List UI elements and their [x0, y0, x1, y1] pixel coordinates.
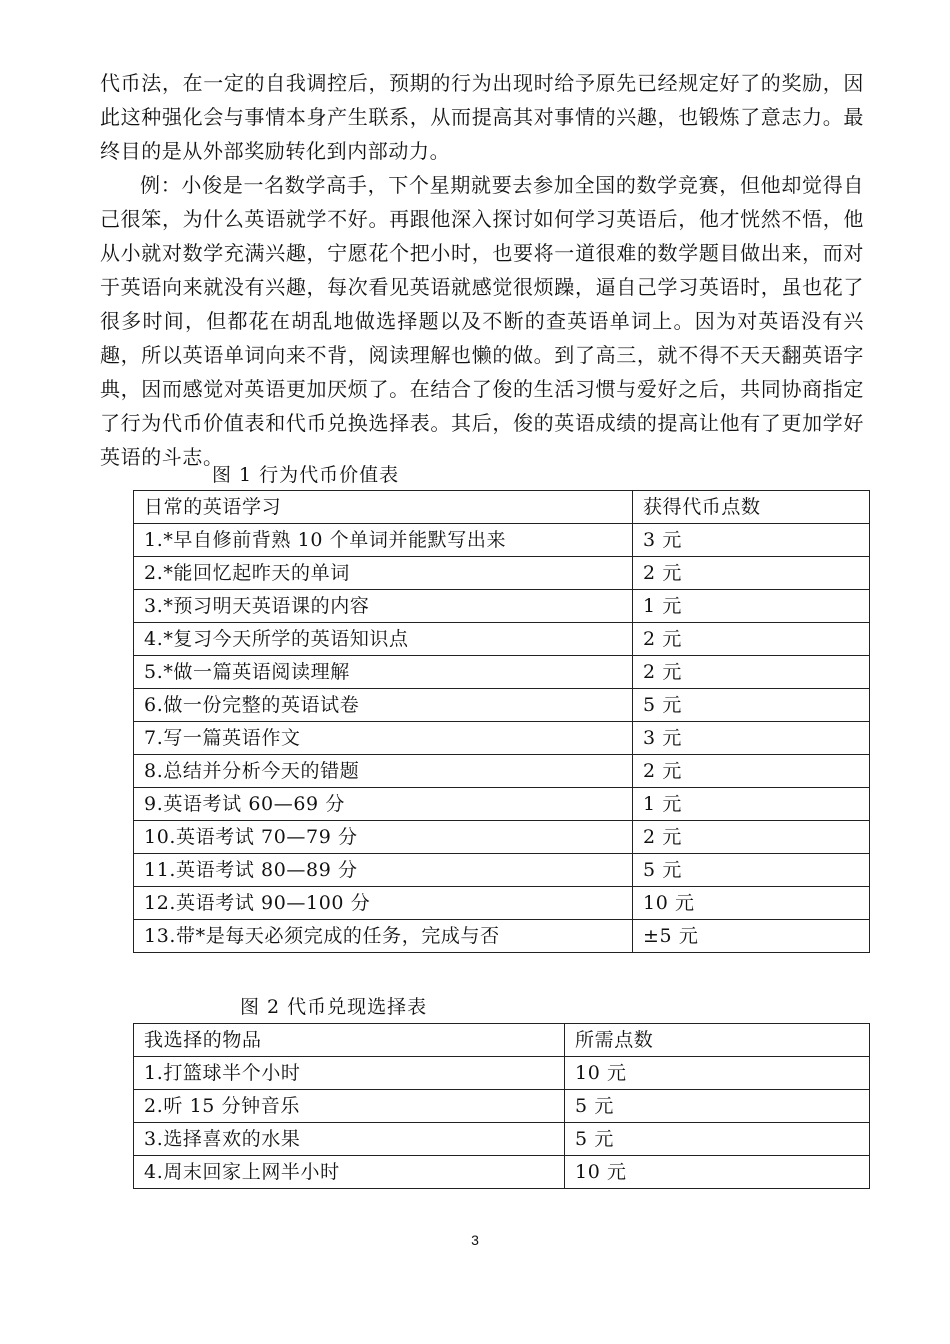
table-cell-points: 10 元 [633, 887, 870, 920]
table-row [134, 1090, 870, 1123]
page-number: 3 [471, 1232, 479, 1248]
table-cell-points: 5 元 [565, 1090, 870, 1123]
table-row [134, 821, 870, 854]
table-row [134, 887, 870, 920]
table-cell-item: 10.英语考试 70—79 分 [134, 821, 633, 854]
table-cell-points: 2 元 [633, 557, 870, 590]
table-header-cell: 日常的英语学习 [134, 491, 633, 524]
paragraph-token-economy: 代币法，在一定的自我调控后，预期的行为出现时给予原先已经规定好了的奖励，因此这种强化会与事情本身产生联系，从而提高其对事情的兴趣，也锻炼了意志力。最终目的是从外部奖励转化到内部动力。 [100, 71, 864, 163]
table-header-row [134, 491, 870, 524]
table-cell-item: 1.打篮球半个小时 [134, 1057, 565, 1090]
table-row [134, 920, 870, 953]
table-cell-points: 10 元 [565, 1156, 870, 1189]
table-cell-item: 3.*预习明天英语课的内容 [134, 590, 633, 623]
table-cell-points: 3 元 [633, 722, 870, 755]
table-row [134, 557, 870, 590]
table-header-cell: 所需点数 [565, 1024, 870, 1057]
table2-caption: 图 2 代币兑现选择表 [240, 996, 428, 1018]
table-row [134, 689, 870, 722]
table-row [134, 788, 870, 821]
table-row [134, 1057, 870, 1090]
table-header-cell: 我选择的物品 [134, 1024, 565, 1057]
table-row [134, 854, 870, 887]
table-cell-points: 2 元 [633, 755, 870, 788]
table-cell-item: 3.选择喜欢的水果 [134, 1123, 565, 1156]
table-cell-points: 2 元 [633, 623, 870, 656]
table-row [134, 722, 870, 755]
table-cell-item: 9.英语考试 60—69 分 [134, 788, 633, 821]
table-cell-item: 1.*早自修前背熟 10 个单词并能默写出来 [134, 524, 633, 557]
table-cell-item: 8.总结并分析今天的错题 [134, 755, 633, 788]
table-cell-points: 5 元 [633, 689, 870, 722]
table-row [134, 1156, 870, 1189]
table-cell-points: 1 元 [633, 590, 870, 623]
table-cell-points: 10 元 [565, 1057, 870, 1090]
table-row [134, 590, 870, 623]
table-header-cell: 获得代币点数 [633, 491, 870, 524]
table-cell-item: 7.写一篇英语作文 [134, 722, 633, 755]
paragraph-example: 例：小俊是一名数学高手，下个星期就要去参加全国的数学竞赛，但他却觉得自己很笨，为什么英语就学不好。再跟他深入探讨如何学习英语后，他才恍然不悟，他从小就对数学充满兴趣，宁愿花个把小时，也要将一道很难的数学题目做出来，而对于英语向来就没有兴趣，每次看见英语就感觉很烦躁，逼自己学习英语时，虽也花了很多时间，但都花在胡乱地做选择题以及不断的查英语单词上。因为对英语没有兴趣，所以英语单词向来不背，阅读理解也懒的做。到了高三，就不得不天天翻英语字典，因而感觉对英语更加厌烦了。在结合了俊的生活习惯与爱好之后，共同协商指定了行为代币价值表和代币兑换选择表。其后，俊的英语成绩的提高让他有了更加学好英语的斗志。 [100, 173, 864, 469]
token-exchange-table [133, 1023, 870, 1189]
table-cell-item: 13.带*是每天必须完成的任务，完成与否 [134, 920, 633, 953]
table-cell-item: 11.英语考试 80—89 分 [134, 854, 633, 887]
table-cell-points: 1 元 [633, 788, 870, 821]
table-cell-item: 12.英语考试 90—100 分 [134, 887, 633, 920]
table-row [134, 1123, 870, 1156]
table-cell-item: 4.*复习今天所学的英语知识点 [134, 623, 633, 656]
table-cell-points: 5 元 [633, 854, 870, 887]
table-row [134, 656, 870, 689]
table-cell-item: 4.周末回家上网半小时 [134, 1156, 565, 1189]
table1-caption: 图 1 行为代币价值表 [212, 464, 400, 486]
table-cell-points: 2 元 [633, 656, 870, 689]
table-cell-item: 6.做一份完整的英语试卷 [134, 689, 633, 722]
table-cell-points: 2 元 [633, 821, 870, 854]
table-header-row [134, 1024, 870, 1057]
behavior-token-value-table [133, 490, 870, 953]
table-row [134, 524, 870, 557]
table-cell-item: 2.听 15 分钟音乐 [134, 1090, 565, 1123]
table-cell-points: ±5 元 [633, 920, 870, 953]
table-cell-item: 5.*做一篇英语阅读理解 [134, 656, 633, 689]
table-cell-item: 2.*能回忆起昨天的单词 [134, 557, 633, 590]
table-row [134, 623, 870, 656]
table-row [134, 755, 870, 788]
table-cell-points: 5 元 [565, 1123, 870, 1156]
table-cell-points: 3 元 [633, 524, 870, 557]
